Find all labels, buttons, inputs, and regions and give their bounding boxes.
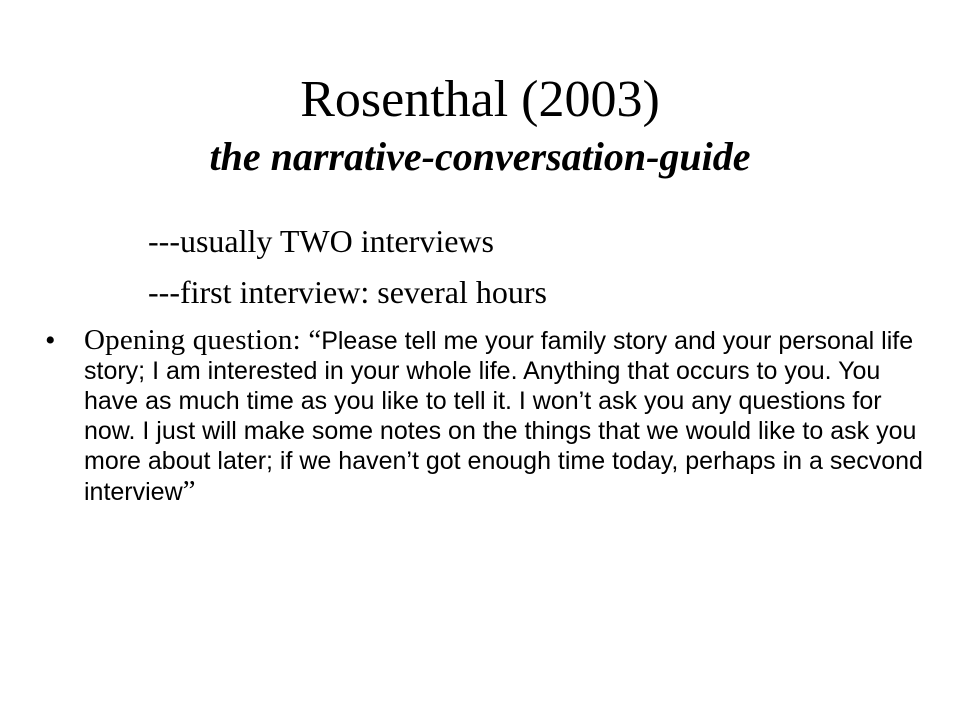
slide-title: Rosenthal (2003): [300, 71, 660, 128]
interview-count-line: ---usually TWO interviews: [148, 223, 494, 259]
opening-question-text: Please tell me your family story and your personal life story; I am interested in your whole life. Anything that occurs to you. You have as much time as you like to tell it. I won’t ask you any questions for now. I just will make some notes on the things that we would like to ask you more about later; if we haven’t got enough time today, perhaps in a secvond interview: [84, 327, 923, 506]
slide-subtitle: the narrative-conversation-guide: [209, 134, 751, 179]
open-quote-mark: “: [308, 324, 322, 356]
opening-question-label: Opening question:: [84, 324, 309, 356]
close-quote-mark: ”: [182, 475, 196, 507]
bullet-icon: •: [45, 324, 56, 357]
interview-duration-line: ---first interview: several hours: [148, 274, 547, 310]
opening-question-paragraph: [84, 325, 929, 507]
